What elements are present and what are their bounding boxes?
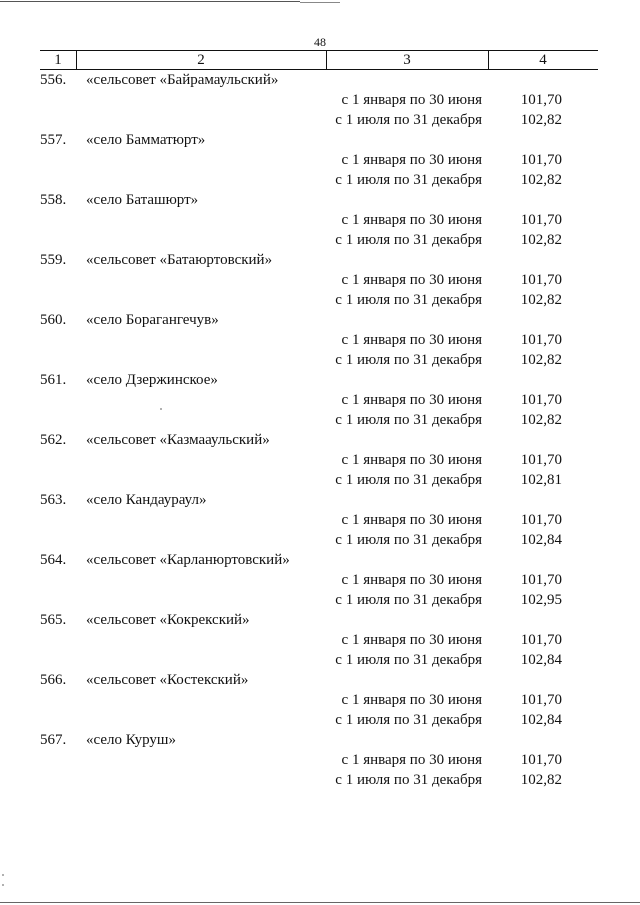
scan-edge-line — [0, 902, 640, 903]
index-value: 101,70 — [520, 332, 562, 348]
entry-number: 563. — [40, 492, 67, 508]
header-col-2: 2 — [197, 52, 205, 68]
period-text: с 1 июля по 31 декабря — [335, 232, 482, 248]
settlement-name: «село Баташюрт» — [86, 192, 199, 208]
entry-number: 564. — [40, 552, 67, 568]
period-text: с 1 июля по 31 декабря — [335, 352, 482, 368]
entry-number: 560. — [40, 312, 67, 328]
index-value: 101,70 — [520, 92, 562, 108]
entry-number: 565. — [40, 612, 67, 628]
period-text: с 1 января по 30 июня — [341, 152, 482, 168]
settlement-name: «село Борагангечув» — [86, 312, 219, 328]
period-text: с 1 января по 30 июня — [341, 692, 482, 708]
scan-edge-line — [0, 1, 300, 2]
index-value: 101,70 — [520, 572, 562, 588]
period-text: с 1 января по 30 июня — [341, 752, 482, 768]
entry-number: 562. — [40, 432, 67, 448]
settlement-name: «сельсовет «Костекский» — [86, 672, 249, 688]
index-value: 101,70 — [520, 752, 562, 768]
scan-speck — [2, 874, 4, 876]
index-value: 102,84 — [520, 712, 562, 728]
period-text: с 1 июля по 31 декабря — [335, 172, 482, 188]
settlement-name: «сельсовет «Казмааульский» — [86, 432, 270, 448]
settlement-name: «село Куруш» — [86, 732, 176, 748]
period-text: с 1 января по 30 июня — [341, 572, 482, 588]
index-value: 101,70 — [520, 512, 562, 528]
period-text: с 1 января по 30 июня — [341, 332, 482, 348]
index-value: 101,70 — [520, 212, 562, 228]
index-value: 101,70 — [520, 152, 562, 168]
scan-speck — [160, 408, 162, 410]
index-value: 101,70 — [520, 632, 562, 648]
index-value: 102,82 — [520, 772, 562, 788]
settlement-name: «сельсовет «Байрамаульский» — [86, 72, 279, 88]
index-value: 101,70 — [520, 272, 562, 288]
index-value: 102,82 — [520, 412, 562, 428]
period-text: с 1 июля по 31 декабря — [335, 652, 482, 668]
index-value: 101,70 — [520, 692, 562, 708]
index-value: 102,82 — [520, 292, 562, 308]
period-text: с 1 июля по 31 декабря — [335, 592, 482, 608]
period-text: с 1 января по 30 июня — [341, 92, 482, 108]
period-text: с 1 января по 30 июня — [341, 392, 482, 408]
entry-number: 566. — [40, 672, 67, 688]
scan-edge-line — [300, 2, 340, 3]
index-value: 102,82 — [520, 232, 562, 248]
header-col-3: 3 — [403, 52, 411, 68]
period-text: с 1 июля по 31 декабря — [335, 712, 482, 728]
index-value: 102,84 — [520, 532, 562, 548]
period-text: с 1 января по 30 июня — [341, 632, 482, 648]
index-value: 102,84 — [520, 652, 562, 668]
scan-speck — [2, 884, 4, 886]
settlement-name: «село Кандаураул» — [86, 492, 207, 508]
settlement-name: «сельсовет «Карланюртовский» — [86, 552, 290, 568]
period-text: с 1 июля по 31 декабря — [335, 112, 482, 128]
entry-number: 557. — [40, 132, 67, 148]
entry-number: 567. — [40, 732, 67, 748]
index-value: 101,70 — [520, 452, 562, 468]
settlement-name: «село Бамматюрт» — [86, 132, 206, 148]
period-text: с 1 июля по 31 декабря — [335, 532, 482, 548]
settlement-name: «сельсовет «Батаюртовский» — [86, 252, 273, 268]
settlement-name: «сельсовет «Кокрекский» — [86, 612, 250, 628]
page-number: 48 — [314, 35, 326, 49]
entry-number: 556. — [40, 72, 67, 88]
header-col-4: 4 — [539, 52, 547, 68]
index-value: 101,70 — [520, 392, 562, 408]
entry-number: 561. — [40, 372, 67, 388]
settlement-name: «село Дзержинское» — [86, 372, 218, 388]
entry-number: 559. — [40, 252, 67, 268]
index-value: 102,95 — [520, 592, 562, 608]
header-col-1: 1 — [54, 52, 62, 68]
index-value: 102,82 — [520, 112, 562, 128]
index-value: 102,82 — [520, 352, 562, 368]
index-value: 102,82 — [520, 172, 562, 188]
period-text: с 1 июля по 31 декабря — [335, 772, 482, 788]
period-text: с 1 января по 30 июня — [341, 212, 482, 228]
period-text: с 1 января по 30 июня — [341, 512, 482, 528]
period-text: с 1 января по 30 июня — [341, 452, 482, 468]
table-header — [40, 50, 598, 70]
period-text: с 1 июля по 31 декабря — [335, 412, 482, 428]
period-text: с 1 июля по 31 декабря — [335, 472, 482, 488]
entry-number: 558. — [40, 192, 67, 208]
period-text: с 1 января по 30 июня — [341, 272, 482, 288]
index-value: 102,81 — [520, 472, 562, 488]
period-text: с 1 июля по 31 декабря — [335, 292, 482, 308]
